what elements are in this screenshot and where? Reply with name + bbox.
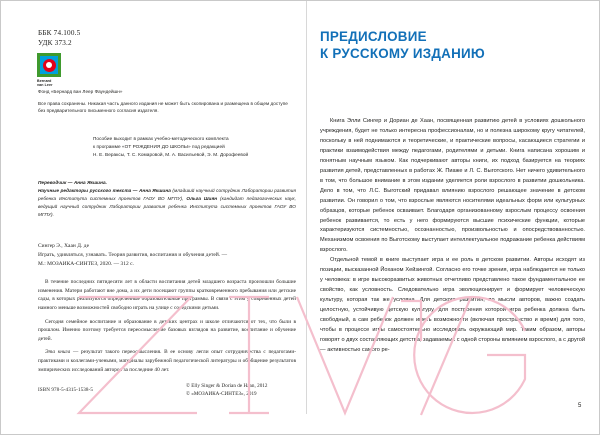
page-number: 5 bbox=[578, 403, 582, 409]
udk-code: УДК 373.2 bbox=[38, 39, 72, 48]
chapter-title-line-2: К РУССКОМУ ИЗДАНИЮ bbox=[320, 46, 485, 62]
annotation-paragraph-2: Сегодня семейное воспитание и образование в детских центрах и школе отличаются от тех, что были в прошлом. Именно поэтому требуется переосмысление базовых взглядов на развитие, воспитание и обучение детей. bbox=[38, 318, 296, 342]
foreword-paragraph-2: Отдельной темой в книге выступает игра и ее роль в детском развитии. Авторы исходят из позиции, высказанной Йоханом Хейзингой. Согласно его точке зрения, игра наблюдается не только у человека: в игре высокоразвитых животных отчетливо представлено такое фундаментальное ее свойство, как условность. Следовательно игра эволюционирует и формирует человеческую культуру, которая так же условна. Для детского развития, по мысли авторов, важно создать целостную, устойчивую детскую культуру, для построения которой игра ребенка должна быть свободный, а сам ребенок должен иметь возможности (включая пространство и время) для того, чтобы в процессе игры самостоятельно исследовать окружающий мир. Таким образом, авторы говорят о двух составляющих детства, задаваемых с одной стороны влиянием взрослого, а с другой — активностью самого ре- bbox=[320, 257, 585, 353]
series-note-line-1: Пособие выходит в рамках учебно-методического комплекта bbox=[93, 136, 229, 141]
chapter-title bbox=[320, 28, 485, 62]
biblio-authors: Сингер Э., Хаан Д. де bbox=[38, 243, 90, 249]
annotation-paragraph-3 bbox=[38, 348, 296, 374]
annotation-paragraph-3-lead: Эта книга bbox=[45, 349, 71, 356]
copyright-block bbox=[186, 382, 268, 399]
foreword-text bbox=[320, 117, 585, 356]
biblio-title: Играть, удивляться, узнавать. Теория развития, воспитания и обучения детей. — bbox=[38, 251, 228, 258]
series-note-line-2: к программе «ОТ РОЖДЕНИЯ ДО ШКОЛЫ» под редакцией bbox=[93, 144, 225, 150]
bbk-code: ББК 74.100.5 bbox=[38, 29, 81, 37]
logo-wordmark-line2: van Leer bbox=[37, 83, 53, 88]
editors-line: Научные редакторы русского текста — Анна Якшина (младший научный сотрудник Лаборатории развития ребенка Института системных проектов ГАОУ ВО МГПУ), Ольга Шиян (кандидат педагогических наук, ведущий научный сотрудник Лаборатории развития ребенка Института системных проектов ГАОУ ВО МГПУ). bbox=[38, 188, 296, 218]
translator-line: Переводчик — Анна Якшина. bbox=[38, 180, 107, 185]
annotation-paragraph-1: В течение последних пятидесяти лет в области воспитания детей младшего возраста произошли большие изменения. Матери работают вне дома, а их дети посещают группы кратковременного пребывания или детские сады, в которых реализуются определенные образовательные программы. В связи с этим у современных детей намного меньше возможностей свободно играть на улице с соседскими детьми. bbox=[38, 279, 296, 311]
bibliographic-record bbox=[38, 242, 296, 268]
credits-block bbox=[38, 179, 296, 219]
chapter-title-line-1: ПРЕДИСЛОВИЕ bbox=[320, 29, 427, 44]
fund-caption: Фонд «Бернард ван Леер Фаундейшн» bbox=[38, 89, 123, 94]
editors-label: Научные редакторы русского текста bbox=[38, 188, 132, 194]
isbn: ISBN 978-5-4315-1538-5 bbox=[38, 387, 93, 393]
biblio-imprint: М.: МОЗАИКА-СИНТЕЗ, 2020. — 312 с. bbox=[38, 260, 134, 267]
classification-codes bbox=[38, 28, 80, 49]
editor-affiliation-1: (младший научный сотрудник Лаборатории развития ребенка Института системных проектов ГАОУ ВО МГПУ), bbox=[38, 188, 296, 202]
annotation-paragraph-3-rest: — результат такого переосмысления. В ее основу легли опыт сотрудничества с педагогами-практиками и коллегами-учеными, материалы зарубежной педагогической литературы и обобщение результатов эмпирических исследований авторов за последние 40 лет. bbox=[38, 349, 296, 373]
copyright-line-2: © «МОЗАИКА-СИНТЕЗ», 2019 bbox=[186, 391, 257, 398]
left-page bbox=[1, 1, 306, 414]
logo-wordmark-line1: Bernard bbox=[37, 79, 52, 83]
editor-name-1: Анна Якшина bbox=[139, 188, 171, 194]
foreword-paragraph-1: Книга Элли Сингер и Дориан де Хаан, посвященная развитию детей в условиях дошкольного учреждения, будет не только интересна профессионалам, но и полезна широкому кругу читателей, поскольку в ней поднимаются и теоретические, и практические вопросы, касающиеся стратегии и практики взаимодействия между педагогами, родителями и детьми. Книга написана хорошим и понятным научным языком. Как подчеркивают авторы книги, их подход базируется на теориях развития детей, представленных в работах Ж. Пиаже и Л. С. Выготского. Нет ничего удивительного в том, что большое внимание в этом издании уделяется роли взрослого в развитии дошкольника. Дело в том, что Л.С. Выготский придавал влиянию взрослого решающее значение в детском развитии. Он говорил о том, что взрослые являются носителями идеальных форм или культурных образцов, которые ребенок осваивает. Благодаря организованному взрослым процессу освоения ребенок развивается, то есть у него формируются высшие психические функции, которые характеризуются системностью, осознанностью, произвольностью и опосредствованностью. Механизмом освоения по Выготскому выступает интеллектуальное подражание ребенка действиям взрослого. bbox=[320, 118, 585, 254]
series-note bbox=[93, 135, 293, 160]
logo-mark-icon bbox=[37, 53, 61, 77]
series-note-line-3: Н. Е. Вераксы, Т. С. Комаровой, М. А. Васильевой, Э. М. Дорофеевой bbox=[93, 152, 249, 158]
publisher-logo bbox=[37, 53, 67, 87]
annotation-text bbox=[38, 278, 296, 374]
logo-wordmark bbox=[37, 79, 67, 87]
translator-label: Переводчик bbox=[38, 180, 67, 185]
right-page bbox=[307, 1, 600, 414]
editor-affiliation-2: (кандидат педагогических наук, ведущий научный сотрудник Лаборатории развития ребенка Института системных проектов ГАОУ ВО МГПУ). bbox=[38, 196, 296, 218]
logo-inner-dot-icon bbox=[46, 62, 52, 68]
translator-name: Анна Якшина. bbox=[73, 180, 107, 185]
editor-name-2: Ольга Шиян bbox=[186, 196, 218, 202]
rights-notice: Все права сохранены. Никакая часть данного издания не может быть скопирована и размещена в общем доступе без предварительного письменного согласия издателя. bbox=[38, 101, 288, 114]
copyright-line-1: © Elly Singer & Dorian de Haan, 2012 bbox=[186, 383, 268, 389]
